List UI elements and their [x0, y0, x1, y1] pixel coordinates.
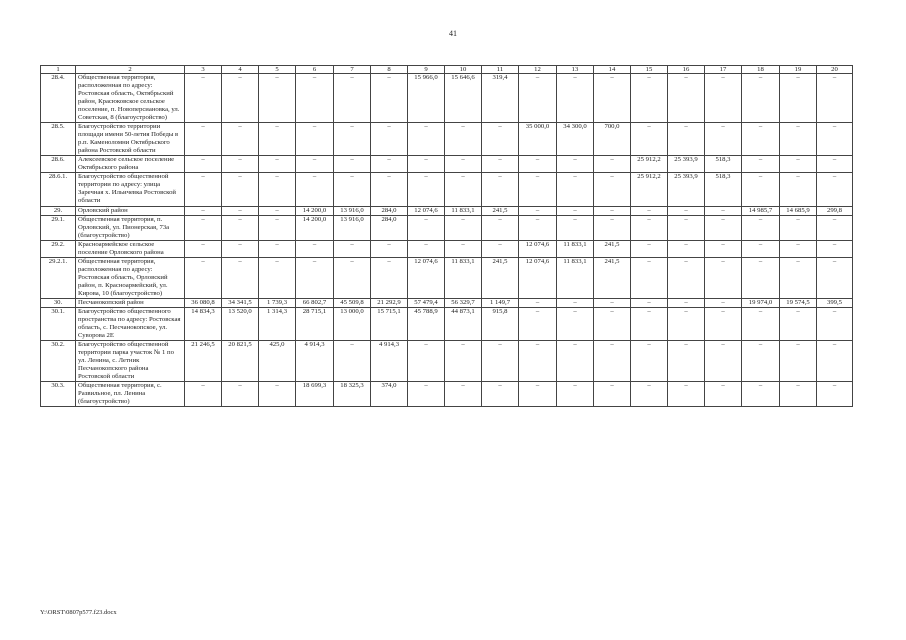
- row-number: 30.1.: [41, 307, 76, 340]
- amount-cell: –: [668, 123, 705, 156]
- amount-cell: 12 074,6: [408, 257, 445, 298]
- amount-cell: –: [259, 215, 296, 240]
- amount-cell: 11 833,1: [445, 206, 482, 215]
- district-total-row: [41, 298, 853, 307]
- amount-cell: –: [519, 156, 557, 173]
- amount-cell: –: [334, 340, 371, 381]
- amount-cell: –: [222, 206, 259, 215]
- amount-cell: 19 974,0: [742, 298, 780, 307]
- amount-cell: 915,8: [482, 307, 519, 340]
- amount-cell: 374,0: [371, 382, 408, 407]
- amount-cell: 15 715,1: [371, 307, 408, 340]
- amount-cell: –: [557, 156, 594, 173]
- table-row: [41, 257, 853, 298]
- amount-cell: –: [780, 173, 817, 206]
- budget-table: [40, 65, 853, 407]
- amount-cell: –: [334, 257, 371, 298]
- amount-cell: –: [668, 307, 705, 340]
- column-number: 12: [519, 66, 557, 74]
- column-number-row: [41, 66, 853, 74]
- amount-cell: 299,8: [817, 206, 853, 215]
- amount-cell: 18 325,3: [334, 382, 371, 407]
- amount-cell: –: [705, 298, 742, 307]
- amount-cell: –: [705, 340, 742, 381]
- amount-cell: –: [185, 206, 222, 215]
- amount-cell: –: [594, 206, 631, 215]
- amount-cell: –: [482, 156, 519, 173]
- object-name: Общественная территория, расположенная по адресу: Ростовская область, Октябрьский район, Красюковское сельское поселение, п. Новоперсиановка, ул. Советская, 8 (благоустройство): [76, 74, 185, 123]
- table-row: [41, 156, 853, 173]
- amount-cell: –: [334, 74, 371, 123]
- amount-cell: –: [817, 74, 853, 123]
- amount-cell: –: [817, 240, 853, 257]
- column-number: 7: [334, 66, 371, 74]
- amount-cell: 25 912,2: [631, 173, 668, 206]
- amount-cell: 399,5: [817, 298, 853, 307]
- amount-cell: –: [222, 173, 259, 206]
- amount-cell: –: [780, 340, 817, 381]
- amount-cell: 518,3: [705, 156, 742, 173]
- amount-cell: –: [259, 74, 296, 123]
- amount-cell: 241,5: [594, 240, 631, 257]
- amount-cell: –: [519, 215, 557, 240]
- amount-cell: –: [371, 74, 408, 123]
- amount-cell: –: [222, 215, 259, 240]
- table-row: [41, 340, 853, 381]
- amount-cell: –: [519, 173, 557, 206]
- amount-cell: 45 788,9: [408, 307, 445, 340]
- amount-cell: –: [259, 382, 296, 407]
- amount-cell: –: [594, 382, 631, 407]
- amount-cell: –: [296, 173, 334, 206]
- amount-cell: –: [334, 173, 371, 206]
- amount-cell: 13 916,0: [334, 215, 371, 240]
- amount-cell: –: [742, 123, 780, 156]
- amount-cell: –: [817, 123, 853, 156]
- amount-cell: 25 393,9: [668, 173, 705, 206]
- amount-cell: –: [557, 298, 594, 307]
- amount-cell: –: [817, 257, 853, 298]
- amount-cell: –: [408, 382, 445, 407]
- table-row: [41, 173, 853, 206]
- amount-cell: 14 200,0: [296, 206, 334, 215]
- amount-cell: –: [742, 307, 780, 340]
- file-path-footer: Y:\ORST\0807p577.f23.docx: [40, 609, 117, 616]
- object-name: Красноармейское сельское поселение Орловского района: [76, 240, 185, 257]
- amount-cell: 425,0: [259, 340, 296, 381]
- amount-cell: 44 873,1: [445, 307, 482, 340]
- amount-cell: 11 833,1: [557, 257, 594, 298]
- object-name: Общественная территория, с. Развильное, пл. Ленина (благоустройство): [76, 382, 185, 407]
- amount-cell: –: [742, 240, 780, 257]
- amount-cell: –: [780, 257, 817, 298]
- amount-cell: –: [185, 240, 222, 257]
- amount-cell: –: [408, 240, 445, 257]
- amount-cell: 284,0: [371, 206, 408, 215]
- amount-cell: –: [185, 156, 222, 173]
- amount-cell: 14 200,0: [296, 215, 334, 240]
- amount-cell: –: [445, 382, 482, 407]
- column-number: 19: [780, 66, 817, 74]
- amount-cell: –: [668, 257, 705, 298]
- amount-cell: –: [817, 173, 853, 206]
- amount-cell: –: [371, 173, 408, 206]
- amount-cell: –: [594, 298, 631, 307]
- object-name: Благоустройство общественного пространства по адресу: Ростовская область, с. Песчанокопское, ул. Суворова 2Е: [76, 307, 185, 340]
- amount-cell: 1 149,7: [482, 298, 519, 307]
- amount-cell: –: [668, 74, 705, 123]
- amount-cell: –: [557, 307, 594, 340]
- row-number: 30.2.: [41, 340, 76, 381]
- row-number: 28.6.1.: [41, 173, 76, 206]
- row-number: 28.5.: [41, 123, 76, 156]
- amount-cell: –: [371, 123, 408, 156]
- amount-cell: –: [557, 74, 594, 123]
- amount-cell: –: [594, 215, 631, 240]
- amount-cell: –: [334, 240, 371, 257]
- amount-cell: –: [371, 257, 408, 298]
- amount-cell: –: [222, 74, 259, 123]
- amount-cell: –: [259, 173, 296, 206]
- amount-cell: –: [445, 215, 482, 240]
- amount-cell: –: [185, 173, 222, 206]
- table-row: [41, 240, 853, 257]
- amount-cell: 28 715,1: [296, 307, 334, 340]
- object-name: Песчанокопский район: [76, 298, 185, 307]
- amount-cell: –: [408, 173, 445, 206]
- amount-cell: 21 292,9: [371, 298, 408, 307]
- amount-cell: 45 509,8: [334, 298, 371, 307]
- amount-cell: –: [408, 123, 445, 156]
- amount-cell: 14 985,7: [742, 206, 780, 215]
- amount-cell: –: [817, 156, 853, 173]
- amount-cell: 700,0: [594, 123, 631, 156]
- district-total-row: [41, 206, 853, 215]
- amount-cell: –: [482, 240, 519, 257]
- amount-cell: –: [631, 257, 668, 298]
- column-number: 20: [817, 66, 853, 74]
- amount-cell: 518,3: [705, 173, 742, 206]
- amount-cell: –: [482, 215, 519, 240]
- amount-cell: 25 912,2: [631, 156, 668, 173]
- amount-cell: –: [185, 382, 222, 407]
- amount-cell: –: [742, 382, 780, 407]
- amount-cell: –: [594, 74, 631, 123]
- amount-cell: –: [631, 307, 668, 340]
- amount-cell: 35 000,0: [519, 123, 557, 156]
- amount-cell: 1 314,3: [259, 307, 296, 340]
- amount-cell: –: [780, 307, 817, 340]
- amount-cell: –: [557, 382, 594, 407]
- amount-cell: –: [705, 382, 742, 407]
- amount-cell: 18 699,3: [296, 382, 334, 407]
- amount-cell: –: [631, 340, 668, 381]
- amount-cell: –: [780, 74, 817, 123]
- row-number: 28.4.: [41, 74, 76, 123]
- table-row: [41, 307, 853, 340]
- amount-cell: –: [668, 206, 705, 215]
- amount-cell: 15 966,0: [408, 74, 445, 123]
- amount-cell: 1 739,3: [259, 298, 296, 307]
- amount-cell: –: [482, 123, 519, 156]
- column-number: 4: [222, 66, 259, 74]
- amount-cell: –: [296, 74, 334, 123]
- row-number: 29.2.: [41, 240, 76, 257]
- amount-cell: 66 802,7: [296, 298, 334, 307]
- amount-cell: –: [185, 74, 222, 123]
- amount-cell: –: [705, 215, 742, 240]
- amount-cell: –: [780, 240, 817, 257]
- amount-cell: –: [780, 215, 817, 240]
- column-number: 5: [259, 66, 296, 74]
- column-number: 17: [705, 66, 742, 74]
- amount-cell: –: [668, 340, 705, 381]
- amount-cell: –: [185, 257, 222, 298]
- amount-cell: –: [334, 123, 371, 156]
- amount-cell: –: [594, 307, 631, 340]
- amount-cell: –: [296, 240, 334, 257]
- amount-cell: –: [594, 173, 631, 206]
- column-number: 18: [742, 66, 780, 74]
- amount-cell: –: [445, 240, 482, 257]
- amount-cell: –: [631, 298, 668, 307]
- amount-cell: –: [296, 156, 334, 173]
- amount-cell: 19 574,5: [780, 298, 817, 307]
- amount-cell: 12 074,6: [408, 206, 445, 215]
- amount-cell: –: [668, 382, 705, 407]
- amount-cell: –: [185, 215, 222, 240]
- amount-cell: 4 914,3: [296, 340, 334, 381]
- amount-cell: –: [631, 240, 668, 257]
- amount-cell: –: [371, 156, 408, 173]
- amount-cell: 34 341,5: [222, 298, 259, 307]
- amount-cell: –: [445, 173, 482, 206]
- amount-cell: –: [817, 307, 853, 340]
- amount-cell: 57 479,4: [408, 298, 445, 307]
- object-name: Алексеевское сельское поселение Октябрьского района: [76, 156, 185, 173]
- amount-cell: –: [742, 74, 780, 123]
- amount-cell: 21 246,5: [185, 340, 222, 381]
- amount-cell: 12 074,6: [519, 257, 557, 298]
- amount-cell: –: [705, 240, 742, 257]
- table-row: [41, 215, 853, 240]
- amount-cell: 11 833,1: [557, 240, 594, 257]
- amount-cell: –: [259, 206, 296, 215]
- amount-cell: –: [742, 340, 780, 381]
- amount-cell: –: [780, 123, 817, 156]
- amount-cell: –: [668, 215, 705, 240]
- amount-cell: 11 833,1: [445, 257, 482, 298]
- amount-cell: –: [557, 206, 594, 215]
- row-number: 28.6.: [41, 156, 76, 173]
- row-number: 30.: [41, 298, 76, 307]
- amount-cell: –: [259, 240, 296, 257]
- column-number: 1: [41, 66, 76, 74]
- object-name: Благоустройство общественной территории парка участок № 1 по ул. Ленина, с. Летник Песчанокопского района Ростовской области: [76, 340, 185, 381]
- amount-cell: –: [371, 240, 408, 257]
- amount-cell: –: [705, 123, 742, 156]
- amount-cell: –: [557, 340, 594, 381]
- row-number: 29.: [41, 206, 76, 215]
- amount-cell: –: [445, 156, 482, 173]
- table-row: [41, 123, 853, 156]
- table-row: [41, 382, 853, 407]
- amount-cell: –: [185, 123, 222, 156]
- amount-cell: 13 000,0: [334, 307, 371, 340]
- amount-cell: 4 914,3: [371, 340, 408, 381]
- column-number: 11: [482, 66, 519, 74]
- amount-cell: 34 300,0: [557, 123, 594, 156]
- column-number: 13: [557, 66, 594, 74]
- amount-cell: –: [222, 240, 259, 257]
- amount-cell: –: [222, 257, 259, 298]
- page-number: 41: [449, 29, 457, 38]
- amount-cell: –: [817, 215, 853, 240]
- amount-cell: –: [482, 173, 519, 206]
- column-number: 15: [631, 66, 668, 74]
- amount-cell: –: [817, 382, 853, 407]
- amount-cell: –: [557, 215, 594, 240]
- object-name: Благоустройство территории площади имени 50-летия Победы в р.п. Каменоломни Октябрьского района Ростовской области: [76, 123, 185, 156]
- amount-cell: –: [668, 298, 705, 307]
- amount-cell: –: [519, 307, 557, 340]
- amount-cell: 284,0: [371, 215, 408, 240]
- column-number: 14: [594, 66, 631, 74]
- amount-cell: –: [742, 173, 780, 206]
- amount-cell: –: [631, 215, 668, 240]
- amount-cell: –: [705, 206, 742, 215]
- amount-cell: 13 916,0: [334, 206, 371, 215]
- amount-cell: –: [631, 382, 668, 407]
- amount-cell: –: [594, 340, 631, 381]
- amount-cell: –: [780, 382, 817, 407]
- amount-cell: 36 080,8: [185, 298, 222, 307]
- table-row: [41, 74, 853, 123]
- amount-cell: –: [259, 123, 296, 156]
- amount-cell: –: [631, 74, 668, 123]
- column-number: 16: [668, 66, 705, 74]
- column-number: 10: [445, 66, 482, 74]
- amount-cell: 13 520,0: [222, 307, 259, 340]
- amount-cell: –: [408, 340, 445, 381]
- amount-cell: –: [519, 382, 557, 407]
- amount-cell: –: [259, 156, 296, 173]
- amount-cell: –: [334, 156, 371, 173]
- amount-cell: –: [296, 123, 334, 156]
- amount-cell: –: [519, 206, 557, 215]
- amount-cell: –: [482, 382, 519, 407]
- amount-cell: –: [705, 74, 742, 123]
- amount-cell: –: [519, 340, 557, 381]
- amount-cell: –: [705, 257, 742, 298]
- amount-cell: –: [482, 340, 519, 381]
- amount-cell: 241,5: [482, 206, 519, 215]
- amount-cell: –: [222, 382, 259, 407]
- amount-cell: –: [519, 298, 557, 307]
- row-number: 29.2.1.: [41, 257, 76, 298]
- amount-cell: 12 074,6: [519, 240, 557, 257]
- amount-cell: –: [445, 123, 482, 156]
- amount-cell: –: [668, 240, 705, 257]
- amount-cell: –: [222, 156, 259, 173]
- column-number: 9: [408, 66, 445, 74]
- amount-cell: 241,5: [482, 257, 519, 298]
- amount-cell: –: [557, 173, 594, 206]
- amount-cell: 14 685,9: [780, 206, 817, 215]
- amount-cell: 319,4: [482, 74, 519, 123]
- object-name: Общественная территория, п. Орловский, ул. Пионерская, 73а (благоустройство): [76, 215, 185, 240]
- amount-cell: –: [631, 123, 668, 156]
- amount-cell: –: [259, 257, 296, 298]
- amount-cell: –: [519, 74, 557, 123]
- amount-cell: –: [408, 156, 445, 173]
- amount-cell: –: [296, 257, 334, 298]
- row-number: 29.1.: [41, 215, 76, 240]
- amount-cell: 20 821,5: [222, 340, 259, 381]
- amount-cell: 15 646,6: [445, 74, 482, 123]
- amount-cell: –: [631, 206, 668, 215]
- object-name: Орловский район: [76, 206, 185, 215]
- amount-cell: –: [705, 307, 742, 340]
- row-number: 30.3.: [41, 382, 76, 407]
- amount-cell: –: [742, 215, 780, 240]
- amount-cell: –: [408, 215, 445, 240]
- amount-cell: 56 329,7: [445, 298, 482, 307]
- amount-cell: –: [742, 156, 780, 173]
- amount-cell: –: [780, 156, 817, 173]
- amount-cell: 14 834,3: [185, 307, 222, 340]
- amount-cell: –: [594, 156, 631, 173]
- amount-cell: –: [445, 340, 482, 381]
- amount-cell: 25 393,9: [668, 156, 705, 173]
- column-number: 8: [371, 66, 408, 74]
- amount-cell: –: [742, 257, 780, 298]
- column-number: 3: [185, 66, 222, 74]
- object-name: Благоустройство общественной территории по адресу: улица Заречная х. Ильичевка Ростовской области: [76, 173, 185, 206]
- object-name: Общественная территория, расположенная по адресу: Ростовская область, Орловский район, п. Красноармейский, ул. Кирова, 10 (благоустройство): [76, 257, 185, 298]
- amount-cell: –: [817, 340, 853, 381]
- column-number: 6: [296, 66, 334, 74]
- amount-cell: –: [222, 123, 259, 156]
- column-number: 2: [76, 66, 185, 74]
- amount-cell: 241,5: [594, 257, 631, 298]
